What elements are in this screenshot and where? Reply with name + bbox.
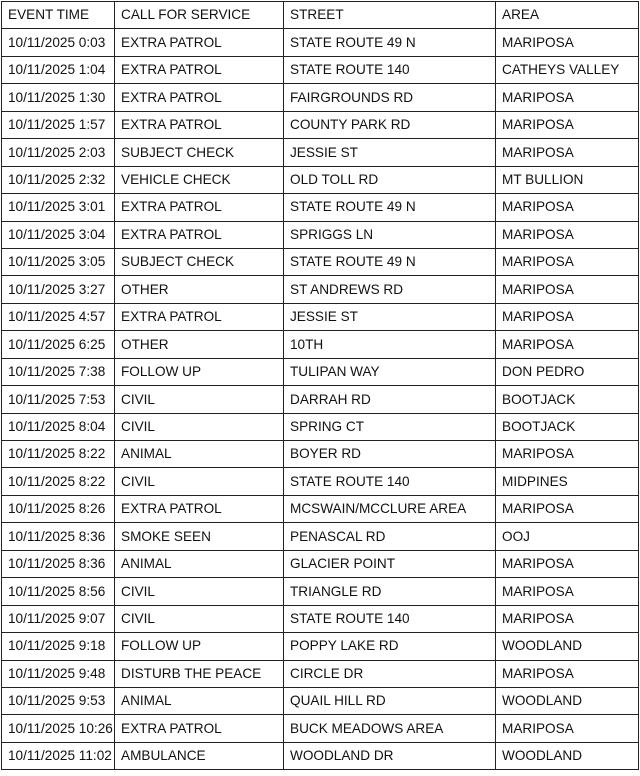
cell-area: MARIPOSA xyxy=(496,111,639,138)
cell-street: TRIANGLE RD xyxy=(284,578,496,605)
cell-area: MARIPOSA xyxy=(496,84,639,111)
table-row xyxy=(2,386,639,413)
cell-street: BOYER RD xyxy=(284,441,496,468)
cell-area: WOODLAND xyxy=(496,633,639,660)
table-row xyxy=(2,111,639,138)
cell-event-time: 10/11/2025 9:07 xyxy=(2,605,115,632)
cell-street: JESSIE ST xyxy=(284,303,496,330)
cell-event-time: 10/11/2025 11:02 xyxy=(2,742,115,769)
cell-area: MARIPOSA xyxy=(496,605,639,632)
cell-event-time: 10/11/2025 1:04 xyxy=(2,56,115,83)
table-row xyxy=(2,687,639,714)
cell-area: MARIPOSA xyxy=(496,276,639,303)
cell-street: SPRIGGS LN xyxy=(284,221,496,248)
cell-call-for-service: CIVIL xyxy=(115,468,284,495)
table-row xyxy=(2,441,639,468)
cell-call-for-service: EXTRA PATROL xyxy=(115,715,284,742)
table-row xyxy=(2,633,639,660)
cell-area: WOODLAND xyxy=(496,742,639,769)
cell-street: FAIRGROUNDS RD xyxy=(284,84,496,111)
header-call-for-service: CALL FOR SERVICE xyxy=(115,2,284,29)
cell-call-for-service: VEHICLE CHECK xyxy=(115,166,284,193)
cell-street: MCSWAIN/MCCLURE AREA xyxy=(284,495,496,522)
header-street: STREET xyxy=(284,2,496,29)
cell-event-time: 10/11/2025 9:48 xyxy=(2,660,115,687)
cell-event-time: 10/11/2025 3:27 xyxy=(2,276,115,303)
cell-call-for-service: OTHER xyxy=(115,331,284,358)
cell-call-for-service: EXTRA PATROL xyxy=(115,111,284,138)
table-row xyxy=(2,248,639,275)
table-row xyxy=(2,139,639,166)
cell-event-time: 10/11/2025 6:25 xyxy=(2,331,115,358)
table-row xyxy=(2,660,639,687)
cell-area: MARIPOSA xyxy=(496,578,639,605)
cell-area: MIDPINES xyxy=(496,468,639,495)
cell-event-time: 10/11/2025 8:36 xyxy=(2,550,115,577)
cell-call-for-service: FOLLOW UP xyxy=(115,358,284,385)
cell-street: DARRAH RD xyxy=(284,386,496,413)
cell-event-time: 10/11/2025 3:05 xyxy=(2,248,115,275)
cell-area: MT BULLION xyxy=(496,166,639,193)
cell-area: WOODLAND xyxy=(496,687,639,714)
cell-area: MARIPOSA xyxy=(496,550,639,577)
cell-call-for-service: SMOKE SEEN xyxy=(115,523,284,550)
cell-street: BUCK MEADOWS AREA xyxy=(284,715,496,742)
table-row xyxy=(2,742,639,769)
table-row xyxy=(2,331,639,358)
cell-call-for-service: CIVIL xyxy=(115,386,284,413)
cell-call-for-service: FOLLOW UP xyxy=(115,633,284,660)
table-body xyxy=(2,29,639,770)
table-row xyxy=(2,358,639,385)
cell-street: COUNTY PARK RD xyxy=(284,111,496,138)
cell-area: MARIPOSA xyxy=(496,139,639,166)
cell-call-for-service: EXTRA PATROL xyxy=(115,56,284,83)
cell-area: DON PEDRO xyxy=(496,358,639,385)
cell-street: CIRCLE DR xyxy=(284,660,496,687)
cell-event-time: 10/11/2025 3:04 xyxy=(2,221,115,248)
cell-street: STATE ROUTE 49 N xyxy=(284,194,496,221)
cell-event-time: 10/11/2025 9:18 xyxy=(2,633,115,660)
cell-call-for-service: ANIMAL xyxy=(115,687,284,714)
cell-event-time: 10/11/2025 9:53 xyxy=(2,687,115,714)
cell-call-for-service: ANIMAL xyxy=(115,441,284,468)
cell-call-for-service: SUBJECT CHECK xyxy=(115,139,284,166)
cell-call-for-service: EXTRA PATROL xyxy=(115,303,284,330)
cell-event-time: 10/11/2025 8:26 xyxy=(2,495,115,522)
cell-area: MARIPOSA xyxy=(496,248,639,275)
cell-event-time: 10/11/2025 2:32 xyxy=(2,166,115,193)
cell-call-for-service: AMBULANCE xyxy=(115,742,284,769)
cell-call-for-service: EXTRA PATROL xyxy=(115,29,284,56)
cell-street: OLD TOLL RD xyxy=(284,166,496,193)
cell-event-time: 10/11/2025 4:57 xyxy=(2,303,115,330)
cell-event-time: 10/11/2025 8:04 xyxy=(2,413,115,440)
table-row xyxy=(2,468,639,495)
cell-street: STATE ROUTE 140 xyxy=(284,605,496,632)
cell-event-time: 10/11/2025 3:01 xyxy=(2,194,115,221)
table-row xyxy=(2,413,639,440)
cell-area: MARIPOSA xyxy=(496,495,639,522)
cell-event-time: 10/11/2025 7:38 xyxy=(2,358,115,385)
cell-event-time: 10/11/2025 8:56 xyxy=(2,578,115,605)
cell-area: MARIPOSA xyxy=(496,660,639,687)
table-row xyxy=(2,303,639,330)
cell-street: ST ANDREWS RD xyxy=(284,276,496,303)
cell-event-time: 10/11/2025 0:03 xyxy=(2,29,115,56)
table-row xyxy=(2,84,639,111)
header-event-time: EVENT TIME xyxy=(2,2,115,29)
cell-street: JESSIE ST xyxy=(284,139,496,166)
table-row xyxy=(2,495,639,522)
cell-event-time: 10/11/2025 2:03 xyxy=(2,139,115,166)
call-log-table xyxy=(1,1,639,770)
cell-street: TULIPAN WAY xyxy=(284,358,496,385)
cell-call-for-service: ANIMAL xyxy=(115,550,284,577)
table-row xyxy=(2,276,639,303)
cell-event-time: 10/11/2025 1:57 xyxy=(2,111,115,138)
table-row xyxy=(2,29,639,56)
table-row xyxy=(2,166,639,193)
cell-call-for-service: CIVIL xyxy=(115,413,284,440)
cell-event-time: 10/11/2025 10:26 xyxy=(2,715,115,742)
cell-street: QUAIL HILL RD xyxy=(284,687,496,714)
table-row xyxy=(2,605,639,632)
cell-street: STATE ROUTE 49 N xyxy=(284,248,496,275)
cell-street: PENASCAL RD xyxy=(284,523,496,550)
cell-call-for-service: SUBJECT CHECK xyxy=(115,248,284,275)
cell-area: MARIPOSA xyxy=(496,441,639,468)
cell-area: BOOTJACK xyxy=(496,413,639,440)
cell-area: MARIPOSA xyxy=(496,221,639,248)
cell-call-for-service: EXTRA PATROL xyxy=(115,194,284,221)
table-row xyxy=(2,715,639,742)
cell-area: MARIPOSA xyxy=(496,331,639,358)
cell-event-time: 10/11/2025 8:36 xyxy=(2,523,115,550)
cell-street: STATE ROUTE 49 N xyxy=(284,29,496,56)
cell-street: 10TH xyxy=(284,331,496,358)
cell-call-for-service: EXTRA PATROL xyxy=(115,221,284,248)
cell-street: POPPY LAKE RD xyxy=(284,633,496,660)
cell-call-for-service: CIVIL xyxy=(115,578,284,605)
cell-area: BOOTJACK xyxy=(496,386,639,413)
header-area: AREA xyxy=(496,2,639,29)
cell-event-time: 10/11/2025 8:22 xyxy=(2,441,115,468)
cell-street: GLACIER POINT xyxy=(284,550,496,577)
table-row xyxy=(2,194,639,221)
cell-call-for-service: OTHER xyxy=(115,276,284,303)
cell-area: OOJ xyxy=(496,523,639,550)
cell-area: CATHEYS VALLEY xyxy=(496,56,639,83)
cell-call-for-service: EXTRA PATROL xyxy=(115,84,284,111)
cell-call-for-service: DISTURB THE PEACE xyxy=(115,660,284,687)
cell-street: STATE ROUTE 140 xyxy=(284,56,496,83)
cell-area: MARIPOSA xyxy=(496,715,639,742)
table-row xyxy=(2,523,639,550)
cell-event-time: 10/11/2025 1:30 xyxy=(2,84,115,111)
cell-call-for-service: EXTRA PATROL xyxy=(115,495,284,522)
table-header xyxy=(2,2,639,29)
cell-call-for-service: CIVIL xyxy=(115,605,284,632)
cell-area: MARIPOSA xyxy=(496,194,639,221)
cell-street: STATE ROUTE 140 xyxy=(284,468,496,495)
cell-street: WOODLAND DR xyxy=(284,742,496,769)
header-row xyxy=(2,2,639,29)
table-row xyxy=(2,56,639,83)
cell-area: MARIPOSA xyxy=(496,29,639,56)
table-row xyxy=(2,221,639,248)
cell-event-time: 10/11/2025 7:53 xyxy=(2,386,115,413)
cell-area: MARIPOSA xyxy=(496,303,639,330)
table-row xyxy=(2,578,639,605)
cell-event-time: 10/11/2025 8:22 xyxy=(2,468,115,495)
table-row xyxy=(2,550,639,577)
cell-street: SPRING CT xyxy=(284,413,496,440)
